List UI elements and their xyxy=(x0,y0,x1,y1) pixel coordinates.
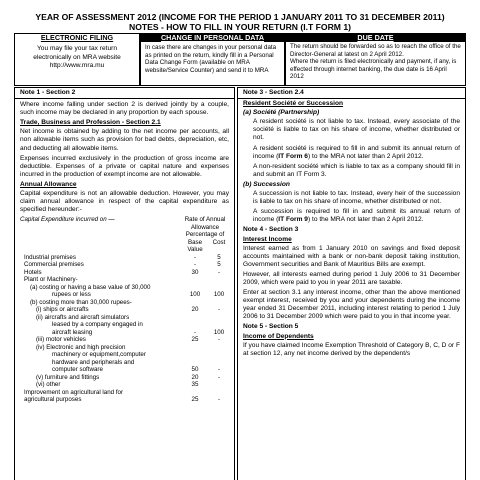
interest-paragraph-3: Enter at section 3.1 any interest income, other than the above mentioned exempt interest, received by you and your dependents during the income year ended 31 December 2011, including interest relating to period 1 July 2006 to 31 December 2009 which were paid to you in that income year. xyxy=(243,289,460,321)
row-cost xyxy=(209,351,229,359)
row-base-value: 35 xyxy=(191,381,199,389)
table-row xyxy=(20,344,229,352)
row-label: (i) ships or aircrafts xyxy=(36,306,89,314)
dependents-paragraph-1: If you have claimed Income Exemption Threshold of Category B, C, D or F at section 12, any net income derived by the dependent/s xyxy=(243,341,460,357)
row-base-value: 25 xyxy=(191,336,199,344)
change-personal-data-box xyxy=(140,33,285,86)
form-name: IT Form 9 xyxy=(278,216,308,224)
row-cost: 5 xyxy=(217,253,221,261)
table-header-percentage: Percentage of xyxy=(185,231,225,239)
interest-paragraph-1: Interest earned as from 1 January 2010 on savings and fixed deposit accounts maintained with a bank or non-bank deposit taking institution, Government securities and Bank of Mauritius Bills are exempt. xyxy=(243,244,460,268)
row-label: Improvement on agricultural land for xyxy=(24,388,124,396)
table-row xyxy=(20,396,229,404)
table-row xyxy=(20,374,229,382)
trade-business-heading: Trade, Business and Profession - Section 2.1 xyxy=(20,119,161,127)
table-row xyxy=(20,381,229,389)
right-column xyxy=(237,87,466,480)
change-personal-data-heading: CHANGE IN PERSONAL DATA xyxy=(141,34,284,42)
note1-heading: Note 1 - Section 2 xyxy=(15,87,234,99)
table-row xyxy=(20,321,229,329)
row-cost xyxy=(209,389,229,397)
table-row xyxy=(20,254,229,262)
table-row xyxy=(20,329,229,337)
row-base-value: - xyxy=(193,253,197,261)
note3-heading: Note 3 - Section 2.4 xyxy=(238,87,465,99)
resident-societe-heading: Resident Société or Succession xyxy=(243,100,344,108)
row-cost xyxy=(209,276,229,284)
societe-paragraph-2: A resident société is required to fill in and submit its annual return of income (IT Form 6) to the MRA not later than 2 April 2012. xyxy=(253,144,460,160)
row-cost: 5 xyxy=(217,261,221,269)
row-label: (iii) motor vehicles xyxy=(36,336,86,344)
row-label: Industrial premises xyxy=(24,253,76,261)
row-base-value xyxy=(181,284,209,292)
interest-paragraph-2: However, all interests earned during period 1 July 2006 to 31 December 2009, which were paid to you in year 2011 are taxable. xyxy=(243,270,460,286)
row-label: Hotels xyxy=(24,268,42,276)
row-cost: - xyxy=(217,336,221,344)
row-cost xyxy=(209,284,229,292)
due-date-text-2: Where the return is filed electronically and payment, if any, is effected through internet banking, the due date is 16 April 2012 xyxy=(290,58,457,81)
table-row xyxy=(20,336,229,344)
row-label: (v) furniture and fittings xyxy=(36,373,100,381)
table-header-base-value: Base Value xyxy=(187,238,203,254)
row-base-value xyxy=(181,351,209,359)
row-base-value xyxy=(181,314,209,322)
row-cost xyxy=(209,344,229,352)
row-base-value: 25 xyxy=(191,396,199,404)
row-cost: 100 xyxy=(213,291,225,299)
row-cost: - xyxy=(217,366,221,374)
succession-subheading: (b) Succession xyxy=(243,180,290,188)
row-label: (ii) aircrafts and aircraft simulators xyxy=(36,313,130,321)
document-title: YEAR OF ASSESSMENT 2012 (INCOME FOR THE PERIOD 1 JANUARY 2011 TO 31 DECEMBER 2011) xyxy=(35,12,445,22)
table-row xyxy=(20,291,229,299)
trade-paragraph-2: Expenses incurred exclusively in the production of gross income are deductible. Expenses of a private or capital nature and expenses incurred in the production of exempt income are not allowable. xyxy=(20,154,229,178)
income-dependents-heading: Income of Dependents xyxy=(243,332,314,340)
succession-paragraph-1: A succession is not liable to tax. Instead, every heir of the succession is liable to tax on his share of income, whether distributed or not. xyxy=(253,190,460,206)
row-base-value: 100 xyxy=(189,291,201,299)
row-base-value: 50 xyxy=(191,366,199,374)
row-label: rupees or less xyxy=(52,291,91,299)
due-date-text-1: The return should be forwarded so as to reach the office of the Director-General at latest on 2 April 2012. xyxy=(290,43,461,58)
table-row xyxy=(20,276,229,284)
row-label: (iv) Electronic and high precision xyxy=(36,343,126,351)
row-base-value xyxy=(181,276,209,284)
row-label: computer software xyxy=(52,366,103,374)
row-cost: - xyxy=(217,373,221,381)
row-cost xyxy=(209,321,229,329)
mra-website-link[interactable]: http://www.mra.mu xyxy=(49,62,105,70)
row-base-value xyxy=(181,359,209,367)
row-label: (b) costing more than 30,000 rupees- xyxy=(30,298,132,306)
note5-heading: Note 5 - Section 5 xyxy=(243,323,299,331)
row-base-value: 20 xyxy=(191,306,199,314)
row-label: machinery or equipment,computer xyxy=(52,351,146,359)
table-row xyxy=(20,359,229,367)
table-header-expenditure: Capital Expenditure incurred on — xyxy=(20,216,115,224)
row-cost xyxy=(209,381,229,389)
annual-allowance-text: Capital expenditure is not an allowable deduction. However, you may claim annual allowance in respect of the capital expenditure as specified hereunder:- xyxy=(20,190,229,214)
change-personal-data-text: In case there are changes in your personal data as printed on the return, kindly fill in a Personal Data Change Form (available on MRA website/Service Counter) and send it to MRA xyxy=(145,44,277,74)
row-cost: - xyxy=(217,396,221,404)
societe-paragraph-3: A non-resident société which is liable to tax as a company should fill in and submit an IT Form 3. xyxy=(253,162,460,178)
electronic-filing-heading: ELECTRONIC FILING xyxy=(15,34,139,42)
row-label: hardware and peripherals and xyxy=(52,358,135,366)
succession-paragraph-2: A succession is required to fill in and submit its annual return of income (IT Form 9) to the MRA not later than 2 April 2012. xyxy=(253,208,460,224)
table-row xyxy=(20,284,229,292)
interest-income-heading: Interest Income xyxy=(243,235,292,243)
table-row xyxy=(20,269,229,277)
trade-paragraph-1: Net income is obtained by adding to the net income per accounts, all non allowable items such as provision for bad debts, depreciation, etc, and deducting all allowable items. xyxy=(20,128,229,152)
row-label: leased by a company engaged in xyxy=(52,321,143,329)
table-header-cost: Cost xyxy=(212,238,226,246)
societe-paragraph-1: A resident société is not liable to tax. Instead, every associate of the société is liable to tax on his share of income, whether distributed or not. xyxy=(253,118,460,142)
row-cost: 100 xyxy=(213,328,225,336)
row-base-value xyxy=(181,344,209,352)
row-label: Plant or Machinery- xyxy=(24,276,78,284)
row-label: (a) costing or having a base value of 30,000 xyxy=(30,283,151,291)
electronic-filing-text: You may file your tax return electronically on MRA website xyxy=(33,45,121,61)
row-cost: - xyxy=(217,268,221,276)
table-header-rate: Rate of Annual Allowance xyxy=(184,216,226,231)
row-base-value: - xyxy=(193,328,197,336)
row-base-value xyxy=(181,299,209,307)
row-label: Commercial premises xyxy=(24,261,84,269)
due-date-heading: DUE DATE xyxy=(286,34,465,42)
annual-allowance-table xyxy=(20,216,229,404)
table-row xyxy=(20,314,229,322)
annual-allowance-heading: Annual Allowance xyxy=(20,180,77,188)
table-row xyxy=(20,366,229,374)
left-column xyxy=(14,87,235,480)
row-base-value xyxy=(181,321,209,329)
form-name: IT Form 6 xyxy=(278,152,308,160)
due-date-box xyxy=(285,33,466,86)
row-cost: - xyxy=(217,306,221,314)
electronic-filing-box xyxy=(14,33,140,86)
row-cost xyxy=(209,359,229,367)
row-base-value: 30 xyxy=(191,268,199,276)
table-row xyxy=(20,306,229,314)
table-row xyxy=(20,299,229,307)
row-label: agricultural purposes xyxy=(24,396,82,404)
note1-text: Where income falling under section 2 is derived jointly by a couple, such income may be declared in any proportion by each spouse. xyxy=(20,101,229,117)
row-base-value: 20 xyxy=(191,373,199,381)
row-base-value: - xyxy=(193,261,197,269)
table-row xyxy=(20,261,229,269)
row-label: (vi) other xyxy=(36,381,61,389)
row-cost xyxy=(209,299,229,307)
row-label: aircraft leasing xyxy=(52,328,93,336)
row-cost xyxy=(209,314,229,322)
document-subtitle: NOTES - HOW TO FILL IN YOUR RETURN (I.T FORM 1) xyxy=(128,22,351,32)
row-base-value xyxy=(181,389,209,397)
table-row xyxy=(20,351,229,359)
societe-subheading: (a) Société (Partnership) xyxy=(243,109,320,117)
table-row xyxy=(20,389,229,397)
note4-heading: Note 4 - Section 3 xyxy=(243,226,299,234)
